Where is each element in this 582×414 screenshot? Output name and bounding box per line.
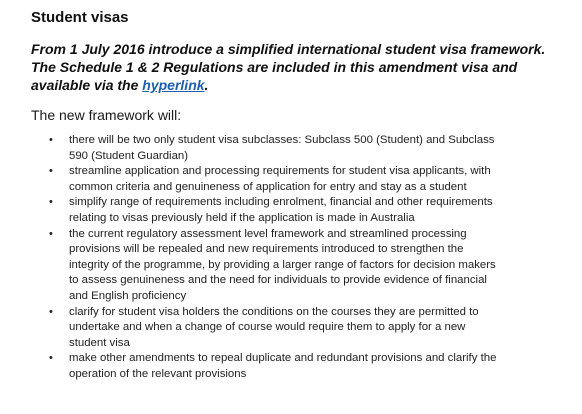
list-item [31,195,572,226]
list-item [31,351,572,382]
intro-line-2: The Schedule 1 & 2 Regulations are included in this amendment visa and [31,59,518,75]
list-item-line: the current regulatory assessment level framework and streamlined processing [69,227,467,240]
intro-line-3-prefix: available via the [31,77,143,93]
hyperlink[interactable]: hyperlink [142,77,205,93]
intro-line-3-suffix: . [204,77,209,93]
list-item [31,164,572,195]
framework-lead: The new framework will: [31,107,182,123]
list-item-line: simplify range of requirements including enrolment, financial and other requirements [69,196,493,209]
bullet-icon: • [49,352,53,365]
bullet-icon: • [49,165,53,178]
bullet-icon: • [49,227,53,240]
list-item-line: undertake and when a change of course would require them to apply for a new [69,321,466,334]
framework-list [31,133,572,383]
bullet-icon: • [49,134,53,146]
intro-line-1: From 1 July 2016 introduce a simplified international student visa framework. [31,41,546,57]
intro-line-3 [31,76,572,94]
list-item-line: to assess genuineness and the need for individuals to provide evidence of financial [69,274,487,287]
list-item-line: clarify for student visa holders the conditions on the courses they are permitted to [69,305,479,318]
section-title: Student visas [31,9,129,26]
list-item-line: provisions will be repealed and new requirements introduced to strengthen the [69,243,464,256]
list-item [31,305,572,352]
intro-paragraph [31,40,572,94]
list-item-line: 590 (Student Guardian) [69,149,189,162]
list-item-line: integrity of the programme, by providing a larger range of factors for decision makers [69,258,496,271]
list-item-line: and English proficiency [69,289,187,302]
list-item-line: relating to visas previously held if the application is made in Australia [69,211,415,224]
list-item-line: operation of the relevant provisions [69,367,247,380]
list-item-line: there will be two only student visa subclasses: Subclass 500 (Student) and Subclass [69,134,495,146]
list-item-line: make other amendments to repeal duplicate and redundant provisions and clarify the [69,352,497,365]
list-item-line: student visa [69,336,130,349]
list-item-line: streamline application and processing requirements for student visa applicants, with [69,165,491,178]
bullet-icon: • [49,196,53,209]
list-item [31,227,572,305]
bullet-icon: • [49,305,53,318]
list-item-line: common criteria and genuineness of application for entry and stay as a student [69,180,467,193]
list-item [31,133,572,164]
